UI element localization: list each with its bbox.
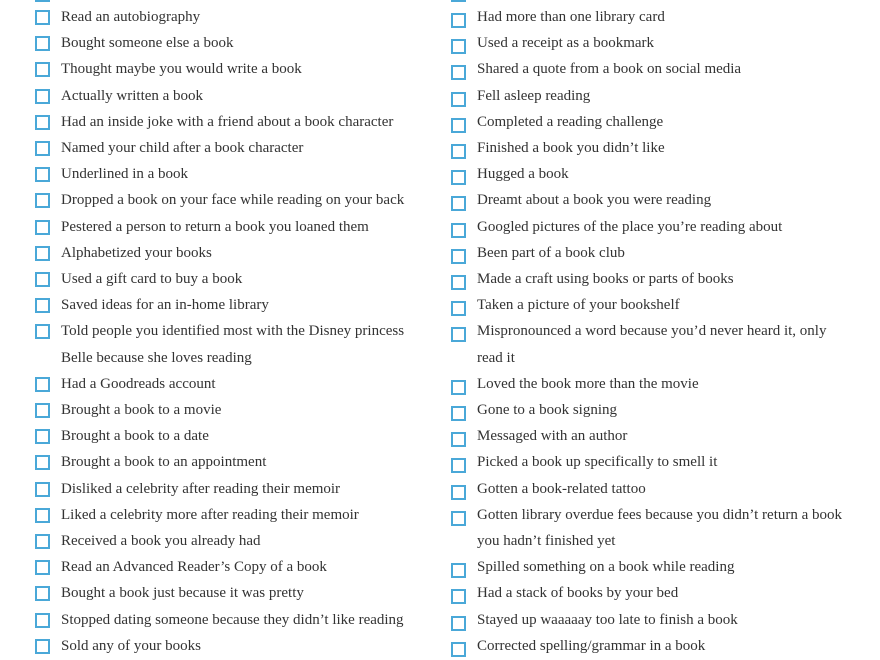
item-label: Brought a book to a movie <box>61 402 222 419</box>
checkbox[interactable] <box>451 406 466 421</box>
item-label: Bought a book just because it was pretty <box>61 585 304 602</box>
list-item <box>35 607 435 633</box>
checkbox[interactable] <box>451 196 466 211</box>
list-item <box>35 502 435 528</box>
cut-off-checkbox-right[interactable] <box>451 0 466 2</box>
list-item <box>35 318 435 370</box>
checkbox[interactable] <box>35 455 50 470</box>
list-item <box>451 30 871 56</box>
item-label: Disliked a celebrity after reading their memoir <box>61 480 341 497</box>
list-item <box>451 397 871 423</box>
checkbox[interactable] <box>35 141 50 156</box>
item-label: Stayed up waaaaay too late to finish a book <box>477 611 738 628</box>
list-item <box>35 83 435 109</box>
item-label: Been part of a book club <box>477 244 625 261</box>
item-label: Bought someone else a book <box>61 35 234 52</box>
left-checklist <box>35 4 435 659</box>
item-label: Brought a book to an appointment <box>61 454 267 471</box>
checkbox[interactable] <box>451 249 466 264</box>
item-label: Spilled something on a book while reading <box>477 559 735 576</box>
list-item <box>35 528 435 554</box>
list-item <box>451 423 871 449</box>
item-label: Mispronounced a word because you’d never heard it, only read it <box>477 323 827 366</box>
item-label: Gone to a book signing <box>477 402 617 419</box>
item-label: Had more than one library card <box>477 9 665 25</box>
item-label: Fell asleep reading <box>477 87 591 104</box>
list-item <box>35 266 435 292</box>
item-label: Had an inside joke with a friend about a book character <box>61 113 394 130</box>
item-label: Dreamt about a book you were reading <box>477 192 712 209</box>
item-label: Saved ideas for an in-home library <box>61 297 269 314</box>
list-item <box>35 476 435 502</box>
item-label: Used a receipt as a bookmark <box>477 35 655 52</box>
list-item <box>35 423 435 449</box>
checkbox[interactable] <box>451 301 466 316</box>
list-item <box>451 109 871 135</box>
item-label: Stopped dating someone because they didn’t like reading <box>61 611 404 628</box>
checkbox[interactable] <box>451 589 466 604</box>
checkbox[interactable] <box>35 62 50 77</box>
list-item <box>451 580 871 606</box>
item-label: Thought maybe you would write a book <box>61 61 302 78</box>
checkbox[interactable] <box>451 223 466 238</box>
item-label: Gotten library overdue fees because you didn’t return a book you hadn’t finished yet <box>477 506 843 550</box>
checkbox[interactable] <box>35 89 50 104</box>
checkbox[interactable] <box>451 380 466 395</box>
cut-off-checkbox-left[interactable] <box>35 0 50 2</box>
list-item <box>35 292 435 318</box>
checkbox[interactable] <box>451 92 466 107</box>
checkbox[interactable] <box>35 613 50 628</box>
checkbox[interactable] <box>35 586 50 601</box>
list-item <box>451 633 871 659</box>
checkbox[interactable] <box>35 377 50 392</box>
list-item <box>35 161 435 187</box>
item-label: Picked a book up specifically to smell it <box>477 454 718 471</box>
checkbox[interactable] <box>451 642 466 657</box>
list-item <box>35 109 435 135</box>
item-label: Brought a book to a date <box>61 428 209 445</box>
list-item <box>451 476 871 502</box>
item-label: Dropped a book on your face while reading on your back <box>61 192 405 209</box>
item-label: Completed a reading challenge <box>477 113 664 130</box>
list-item <box>451 56 871 82</box>
item-label: Actually written a book <box>61 87 204 104</box>
checkbox[interactable] <box>35 220 50 235</box>
checkbox[interactable] <box>451 563 466 578</box>
item-label: Liked a celebrity more after reading their memoir <box>61 506 359 523</box>
checkbox[interactable] <box>35 403 50 418</box>
item-label: Messaged with an author <box>477 428 628 445</box>
list-item <box>451 554 871 580</box>
list-item <box>451 502 871 554</box>
checkbox[interactable] <box>35 246 50 261</box>
list-item <box>35 580 435 606</box>
list-item <box>35 214 435 240</box>
list-item <box>35 633 435 659</box>
list-item <box>451 240 871 266</box>
checkbox[interactable] <box>35 639 50 654</box>
checkbox[interactable] <box>451 39 466 54</box>
checkbox[interactable] <box>35 534 50 549</box>
item-label: Underlined in a book <box>61 166 189 183</box>
checkbox[interactable] <box>35 193 50 208</box>
list-item <box>35 56 435 82</box>
list-item <box>451 161 871 187</box>
checkbox[interactable] <box>35 324 50 339</box>
item-label: Shared a quote from a book on social media <box>477 61 742 78</box>
checkbox[interactable] <box>451 275 466 290</box>
checkbox[interactable] <box>451 432 466 447</box>
checkbox[interactable] <box>451 327 466 342</box>
checkbox[interactable] <box>451 616 466 631</box>
list-item <box>35 187 435 213</box>
list-item <box>451 4 871 30</box>
item-label: Read an autobiography <box>61 9 201 25</box>
item-label: Used a gift card to buy a book <box>61 271 243 288</box>
checkbox[interactable] <box>35 272 50 287</box>
checkbox[interactable] <box>451 118 466 133</box>
list-item <box>451 266 871 292</box>
item-label: Had a Goodreads account <box>61 375 216 392</box>
checkbox[interactable] <box>451 458 466 473</box>
checkbox[interactable] <box>35 115 50 130</box>
item-label: Read an Advanced Reader’s Copy of a book <box>61 559 327 576</box>
item-label: Gotten a book-related tattoo <box>477 480 646 497</box>
list-item <box>35 240 435 266</box>
checkbox[interactable] <box>35 560 50 575</box>
list-item <box>35 371 435 397</box>
item-label: Sold any of your books <box>61 637 201 654</box>
right-checklist <box>451 4 871 659</box>
item-label: Told people you identified most with the Disney princess Belle because she loves reading <box>61 323 405 366</box>
list-item <box>451 607 871 633</box>
item-label: Made a craft using books or parts of books <box>477 271 734 288</box>
checkbox[interactable] <box>35 508 50 523</box>
item-label: Received a book you already had <box>61 533 261 550</box>
list-item <box>451 83 871 109</box>
checkbox[interactable] <box>35 10 50 25</box>
list-item <box>451 318 871 370</box>
item-label: Alphabetized your books <box>61 244 212 261</box>
list-item <box>451 371 871 397</box>
checkbox[interactable] <box>35 167 50 182</box>
item-label: Googled pictures of the place you’re reading about <box>477 218 783 235</box>
item-label: Corrected spelling/grammar in a book <box>477 637 706 654</box>
checkbox[interactable] <box>451 144 466 159</box>
list-item <box>451 449 871 475</box>
list-item <box>35 397 435 423</box>
item-label: Finished a book you didn’t like <box>477 140 665 157</box>
checkbox[interactable] <box>451 170 466 185</box>
checkbox[interactable] <box>35 298 50 313</box>
item-label: Pestered a person to return a book you loaned them <box>61 218 369 235</box>
item-label: Had a stack of books by your bed <box>477 585 679 602</box>
item-label: Named your child after a book character <box>61 140 304 157</box>
item-label: Loved the book more than the movie <box>477 375 699 392</box>
list-item <box>35 4 435 30</box>
list-item <box>451 135 871 161</box>
checkbox[interactable] <box>451 65 466 80</box>
checkbox[interactable] <box>35 36 50 51</box>
list-item <box>35 449 435 475</box>
list-item <box>451 187 871 213</box>
checkbox[interactable] <box>35 482 50 497</box>
list-item <box>35 135 435 161</box>
item-label: Taken a picture of your bookshelf <box>477 297 680 314</box>
checkbox[interactable] <box>451 511 466 526</box>
checkbox[interactable] <box>451 13 466 28</box>
checkbox[interactable] <box>451 485 466 500</box>
list-item <box>451 214 871 240</box>
checkbox[interactable] <box>35 429 50 444</box>
item-label: Hugged a book <box>477 166 569 183</box>
list-item <box>35 30 435 56</box>
list-item <box>451 292 871 318</box>
list-item <box>35 554 435 580</box>
